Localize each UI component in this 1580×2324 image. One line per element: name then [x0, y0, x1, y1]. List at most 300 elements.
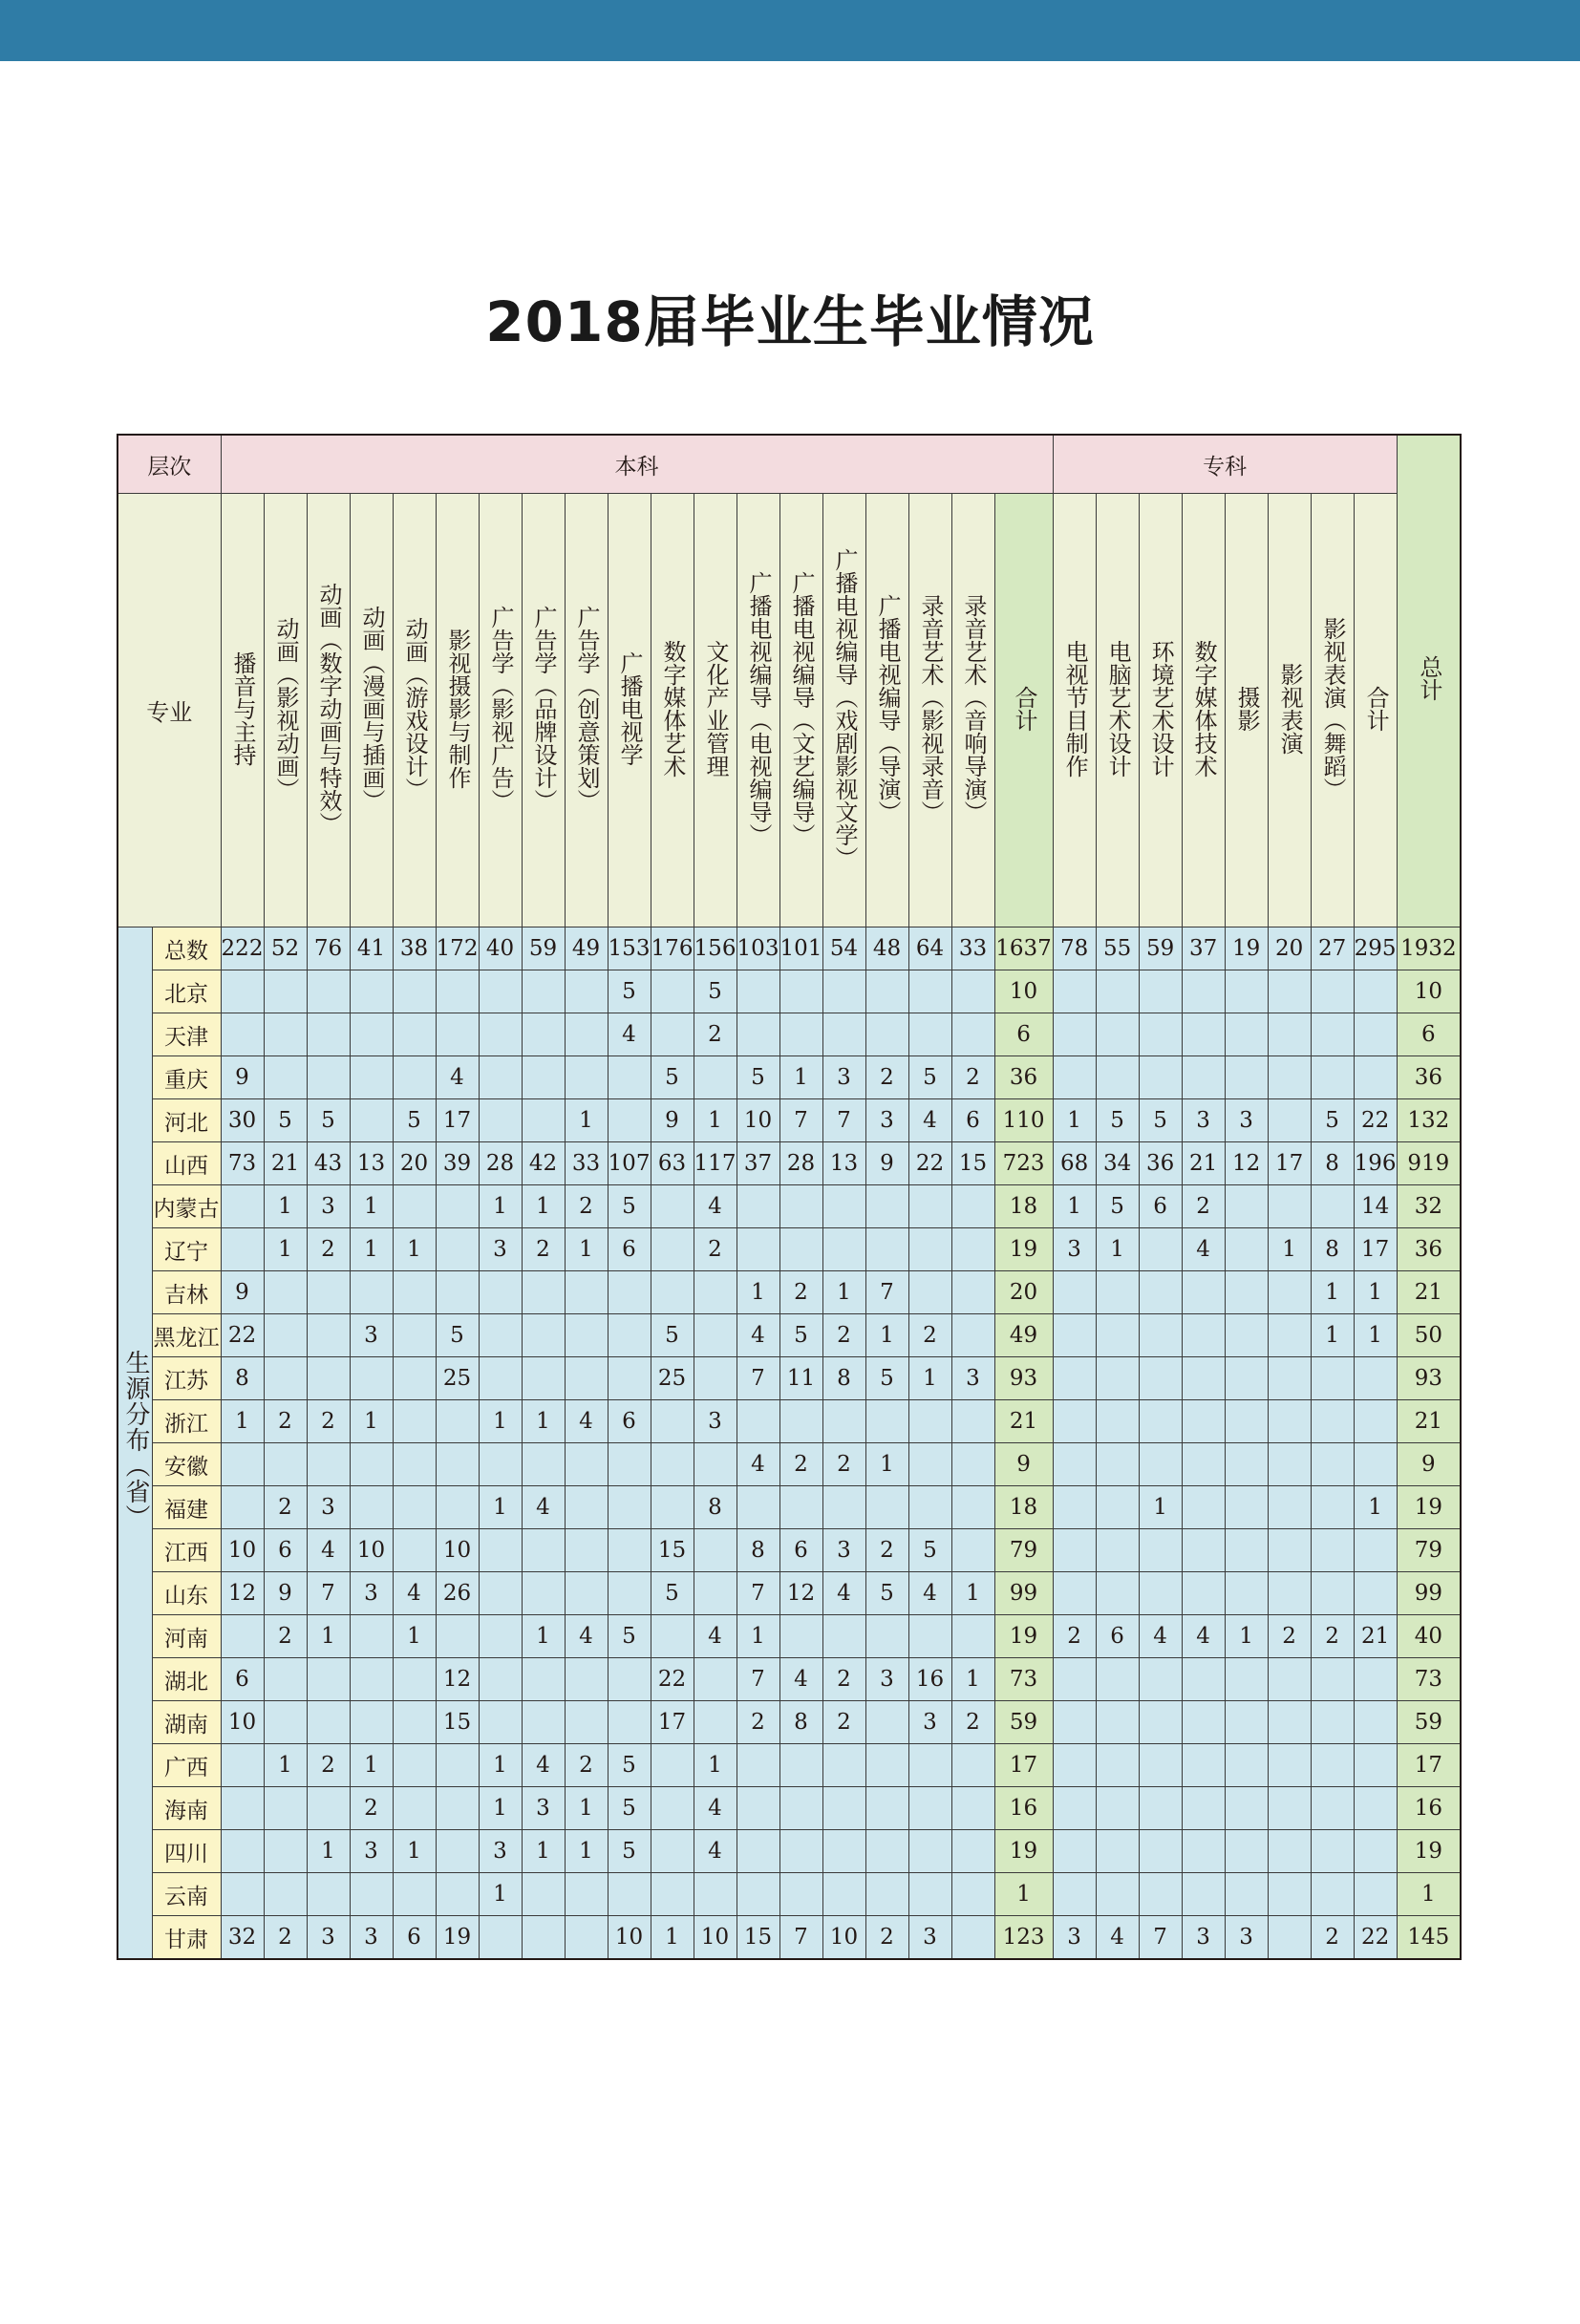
data-cell	[221, 1013, 264, 1056]
data-cell	[1139, 1873, 1182, 1916]
data-cell	[779, 1486, 822, 1529]
subtotal-cell: 36	[994, 1056, 1053, 1099]
data-cell: 3	[1053, 1228, 1096, 1271]
data-cell: 5	[651, 1572, 694, 1615]
row-label: 江苏	[152, 1357, 221, 1400]
data-cell	[1096, 1572, 1139, 1615]
data-cell: 1	[393, 1228, 436, 1271]
data-cell	[436, 1830, 479, 1873]
data-cell: 4	[1182, 1228, 1225, 1271]
data-cell: 22	[651, 1658, 694, 1701]
row-label: 总数	[152, 927, 221, 970]
data-cell: 103	[737, 927, 779, 970]
data-cell: 22	[908, 1142, 951, 1185]
data-cell	[1354, 970, 1397, 1013]
data-cell	[479, 1013, 522, 1056]
grand-total-cell: 132	[1397, 1099, 1461, 1142]
data-cell	[221, 1443, 264, 1486]
data-cell: 1	[1139, 1486, 1182, 1529]
data-cell: 8	[1311, 1228, 1354, 1271]
data-cell	[436, 1443, 479, 1486]
data-cell	[1354, 1744, 1397, 1787]
data-cell	[1053, 1400, 1096, 1443]
data-cell	[908, 1615, 951, 1658]
data-cell	[307, 970, 350, 1013]
data-cell: 2	[307, 1400, 350, 1443]
data-cell	[436, 1185, 479, 1228]
data-cell: 2	[1311, 1916, 1354, 1960]
data-cell: 1	[651, 1916, 694, 1960]
data-cell	[522, 1572, 565, 1615]
row-group-label: 生源分布（省）	[117, 927, 152, 1960]
data-cell	[865, 1873, 908, 1916]
data-cell	[908, 1873, 951, 1916]
data-cell: 15	[737, 1916, 779, 1960]
data-cell	[393, 1185, 436, 1228]
data-cell: 4	[522, 1744, 565, 1787]
data-cell	[1268, 1529, 1311, 1572]
data-cell: 16	[908, 1658, 951, 1701]
data-cell	[1053, 1486, 1096, 1529]
data-cell	[1096, 1873, 1139, 1916]
data-cell: 1	[479, 1744, 522, 1787]
data-cell	[1182, 1787, 1225, 1830]
data-cell	[264, 1701, 307, 1744]
junior-major-header: 电视节目制作	[1053, 494, 1096, 927]
data-cell: 1	[694, 1744, 737, 1787]
data-cell: 1	[307, 1615, 350, 1658]
data-cell: 1	[221, 1400, 264, 1443]
data-cell: 172	[436, 927, 479, 970]
data-cell	[908, 1185, 951, 1228]
data-cell	[822, 1228, 865, 1271]
data-cell: 2	[522, 1228, 565, 1271]
data-cell: 13	[822, 1142, 865, 1185]
data-cell	[1096, 1701, 1139, 1744]
data-cell	[822, 970, 865, 1013]
table-row	[117, 1744, 1461, 1787]
data-cell	[436, 1787, 479, 1830]
table-row	[117, 1185, 1461, 1228]
data-cell: 1	[1225, 1615, 1268, 1658]
data-cell	[1311, 1056, 1354, 1099]
data-cell	[1096, 1658, 1139, 1701]
data-cell	[1225, 1228, 1268, 1271]
data-cell: 43	[307, 1142, 350, 1185]
data-cell: 1	[1354, 1486, 1397, 1529]
data-cell: 3	[1182, 1099, 1225, 1142]
data-cell	[565, 1271, 608, 1314]
data-cell: 1	[1354, 1271, 1397, 1314]
grand-total-cell: 1932	[1397, 927, 1461, 970]
data-cell	[737, 1013, 779, 1056]
junior-major-header: 影视表演	[1268, 494, 1311, 927]
data-cell: 2	[779, 1443, 822, 1486]
data-cell	[951, 1314, 994, 1357]
data-cell: 2	[264, 1400, 307, 1443]
data-cell: 7	[822, 1099, 865, 1142]
grand-total-cell: 9	[1397, 1443, 1461, 1486]
data-cell: 4	[908, 1099, 951, 1142]
data-cell: 1	[1053, 1185, 1096, 1228]
data-cell: 9	[865, 1142, 908, 1185]
data-cell: 10	[608, 1916, 651, 1960]
data-cell	[393, 970, 436, 1013]
data-cell	[908, 1830, 951, 1873]
data-cell	[865, 970, 908, 1013]
data-cell	[608, 1486, 651, 1529]
data-cell	[951, 1228, 994, 1271]
data-cell	[822, 1787, 865, 1830]
data-cell	[1354, 1658, 1397, 1701]
data-cell	[822, 1486, 865, 1529]
junior-major-header: 电脑艺术设计	[1096, 494, 1139, 927]
data-cell: 6	[608, 1400, 651, 1443]
data-cell	[522, 1314, 565, 1357]
data-cell	[1225, 1357, 1268, 1400]
data-cell	[1311, 1658, 1354, 1701]
data-cell: 39	[436, 1142, 479, 1185]
data-cell: 2	[307, 1744, 350, 1787]
data-cell	[436, 970, 479, 1013]
data-cell	[264, 1873, 307, 1916]
data-cell	[1096, 1486, 1139, 1529]
data-cell: 15	[436, 1701, 479, 1744]
row-label: 浙江	[152, 1400, 221, 1443]
subtotal-cell: 19	[994, 1830, 1053, 1873]
row-label: 河南	[152, 1615, 221, 1658]
data-cell	[393, 1744, 436, 1787]
grand-total-cell: 16	[1397, 1787, 1461, 1830]
data-cell	[1268, 1658, 1311, 1701]
grand-total-cell: 145	[1397, 1916, 1461, 1960]
data-cell: 2	[565, 1185, 608, 1228]
data-cell	[694, 1701, 737, 1744]
data-cell	[1225, 1185, 1268, 1228]
data-cell	[822, 1400, 865, 1443]
data-cell: 1	[264, 1744, 307, 1787]
data-cell: 17	[1268, 1142, 1311, 1185]
data-cell	[221, 1744, 264, 1787]
table-row	[117, 1314, 1461, 1357]
data-cell: 5	[1096, 1099, 1139, 1142]
data-cell: 8	[822, 1357, 865, 1400]
table-row	[117, 1357, 1461, 1400]
data-cell	[694, 1357, 737, 1400]
data-cell	[1311, 1787, 1354, 1830]
data-cell	[1182, 1830, 1225, 1873]
data-cell: 3	[1225, 1916, 1268, 1960]
row-label: 天津	[152, 1013, 221, 1056]
data-cell: 5	[908, 1529, 951, 1572]
data-cell: 30	[221, 1099, 264, 1142]
junior-major-header: 环境艺术设计	[1139, 494, 1182, 927]
undergrad-major-header: 播音与主持	[221, 494, 264, 927]
data-cell: 3	[350, 1572, 393, 1615]
data-cell	[908, 970, 951, 1013]
data-cell: 1	[779, 1056, 822, 1099]
data-cell	[350, 1271, 393, 1314]
data-cell	[393, 1271, 436, 1314]
data-cell	[779, 1830, 822, 1873]
data-cell: 5	[865, 1572, 908, 1615]
data-cell	[393, 1873, 436, 1916]
data-cell	[1182, 1056, 1225, 1099]
data-cell: 22	[1354, 1916, 1397, 1960]
row-label: 内蒙古	[152, 1185, 221, 1228]
data-cell	[264, 1357, 307, 1400]
data-cell: 3	[479, 1228, 522, 1271]
data-cell: 5	[865, 1357, 908, 1400]
data-cell	[1268, 1099, 1311, 1142]
data-cell	[908, 1013, 951, 1056]
data-cell	[436, 1486, 479, 1529]
data-cell	[1053, 1271, 1096, 1314]
data-cell: 5	[737, 1056, 779, 1099]
grand-total-cell: 36	[1397, 1228, 1461, 1271]
data-cell: 4	[1096, 1916, 1139, 1960]
data-cell	[1139, 1314, 1182, 1357]
data-cell	[1096, 1271, 1139, 1314]
data-cell	[307, 1056, 350, 1099]
table-row	[117, 1056, 1461, 1099]
data-cell: 1	[1053, 1099, 1096, 1142]
grand-total-cell: 36	[1397, 1056, 1461, 1099]
data-cell: 7	[1139, 1916, 1182, 1960]
data-cell: 41	[350, 927, 393, 970]
data-cell: 17	[436, 1099, 479, 1142]
row-label: 吉林	[152, 1271, 221, 1314]
data-cell	[436, 1228, 479, 1271]
data-cell	[608, 1701, 651, 1744]
data-cell	[1225, 1830, 1268, 1873]
grand-total-cell: 21	[1397, 1271, 1461, 1314]
table-row	[117, 1486, 1461, 1529]
data-cell	[565, 1572, 608, 1615]
data-cell	[908, 1443, 951, 1486]
data-cell: 42	[522, 1142, 565, 1185]
data-cell	[737, 1486, 779, 1529]
subtotal-cell: 79	[994, 1529, 1053, 1572]
subtotal-cell: 1	[994, 1873, 1053, 1916]
data-cell	[822, 1830, 865, 1873]
major-row	[117, 494, 1461, 927]
data-cell	[1225, 1529, 1268, 1572]
data-cell: 9	[651, 1099, 694, 1142]
table-row	[117, 1572, 1461, 1615]
data-cell	[307, 1873, 350, 1916]
data-cell	[479, 1529, 522, 1572]
subtotal-cell: 73	[994, 1658, 1053, 1701]
data-cell: 7	[737, 1572, 779, 1615]
data-cell: 36	[1139, 1142, 1182, 1185]
data-cell: 5	[1096, 1185, 1139, 1228]
data-cell: 2	[1311, 1615, 1354, 1658]
data-cell	[1311, 1830, 1354, 1873]
data-cell: 2	[694, 1013, 737, 1056]
data-cell: 63	[651, 1142, 694, 1185]
data-cell: 1	[1311, 1271, 1354, 1314]
data-cell	[1053, 1013, 1096, 1056]
data-cell: 1	[565, 1787, 608, 1830]
data-cell: 4	[694, 1830, 737, 1873]
row-label: 江西	[152, 1529, 221, 1572]
data-cell: 20	[393, 1142, 436, 1185]
data-cell	[694, 1056, 737, 1099]
data-cell	[264, 1787, 307, 1830]
subtotal-cell: 1637	[994, 927, 1053, 970]
data-cell: 4	[737, 1314, 779, 1357]
data-cell: 1	[479, 1486, 522, 1529]
data-cell	[307, 1314, 350, 1357]
data-cell	[221, 1185, 264, 1228]
data-cell: 37	[737, 1142, 779, 1185]
data-cell	[1182, 1529, 1225, 1572]
data-cell	[779, 1228, 822, 1271]
data-cell	[1311, 1572, 1354, 1615]
data-cell: 4	[1139, 1615, 1182, 1658]
data-cell	[1096, 1314, 1139, 1357]
data-cell	[1225, 1744, 1268, 1787]
data-cell	[350, 1013, 393, 1056]
data-cell: 9	[221, 1271, 264, 1314]
row-label: 广西	[152, 1744, 221, 1787]
data-cell: 17	[651, 1701, 694, 1744]
data-cell	[1225, 1314, 1268, 1357]
data-cell	[1182, 1400, 1225, 1443]
undergrad-subtotal-header: 合计	[994, 494, 1053, 927]
data-cell	[522, 1873, 565, 1916]
data-cell: 7	[779, 1099, 822, 1142]
data-cell: 5	[651, 1056, 694, 1099]
data-cell: 33	[565, 1142, 608, 1185]
data-cell: 4	[779, 1658, 822, 1701]
data-cell	[822, 1744, 865, 1787]
table-row	[117, 1873, 1461, 1916]
undergrad-major-header: 文化产业管理	[694, 494, 737, 927]
data-cell	[565, 1486, 608, 1529]
data-cell: 33	[951, 927, 994, 970]
data-cell	[479, 1271, 522, 1314]
data-cell	[651, 1400, 694, 1443]
data-cell	[1139, 1228, 1182, 1271]
data-cell	[307, 1658, 350, 1701]
data-cell: 12	[436, 1658, 479, 1701]
data-cell: 1	[522, 1830, 565, 1873]
data-cell	[436, 1013, 479, 1056]
data-cell: 2	[307, 1228, 350, 1271]
data-cell	[436, 1400, 479, 1443]
data-cell	[1268, 1873, 1311, 1916]
data-cell	[608, 1099, 651, 1142]
data-cell	[951, 1400, 994, 1443]
data-cell: 8	[737, 1529, 779, 1572]
data-cell: 4	[307, 1529, 350, 1572]
data-cell	[865, 1400, 908, 1443]
data-cell	[1053, 1443, 1096, 1486]
data-cell	[1096, 1400, 1139, 1443]
data-cell: 5	[264, 1099, 307, 1142]
data-cell: 3	[1225, 1099, 1268, 1142]
data-cell	[1139, 1529, 1182, 1572]
data-cell	[951, 1615, 994, 1658]
data-cell	[264, 1830, 307, 1873]
data-cell	[1053, 1787, 1096, 1830]
data-cell: 4	[1182, 1615, 1225, 1658]
data-cell: 1	[694, 1099, 737, 1142]
data-cell: 6	[1096, 1615, 1139, 1658]
data-cell: 101	[779, 927, 822, 970]
data-cell: 1	[522, 1615, 565, 1658]
data-cell	[1225, 1873, 1268, 1916]
data-cell: 26	[436, 1572, 479, 1615]
data-cell	[1311, 1486, 1354, 1529]
data-cell: 2	[1182, 1185, 1225, 1228]
data-cell	[565, 970, 608, 1013]
data-cell: 8	[221, 1357, 264, 1400]
data-cell	[1139, 1787, 1182, 1830]
data-cell	[694, 1572, 737, 1615]
table-row	[117, 927, 1461, 970]
subtotal-cell: 18	[994, 1185, 1053, 1228]
data-cell: 22	[1354, 1099, 1397, 1142]
data-cell	[1268, 1916, 1311, 1960]
data-cell	[1053, 1314, 1096, 1357]
data-cell	[393, 1013, 436, 1056]
data-cell: 1	[908, 1357, 951, 1400]
data-cell	[393, 1529, 436, 1572]
data-cell: 1	[822, 1271, 865, 1314]
data-cell	[1139, 1357, 1182, 1400]
data-cell: 1	[264, 1185, 307, 1228]
data-cell: 3	[865, 1099, 908, 1142]
data-cell	[436, 1873, 479, 1916]
data-cell: 3	[951, 1357, 994, 1400]
data-cell	[522, 1916, 565, 1960]
data-cell: 3	[350, 1314, 393, 1357]
data-cell	[350, 1658, 393, 1701]
data-cell	[393, 1787, 436, 1830]
data-cell	[1182, 1701, 1225, 1744]
data-cell	[264, 1056, 307, 1099]
data-cell	[1225, 1486, 1268, 1529]
data-cell	[350, 1486, 393, 1529]
data-cell: 1	[350, 1400, 393, 1443]
data-cell	[1053, 1701, 1096, 1744]
data-cell: 4	[694, 1787, 737, 1830]
data-cell: 1	[737, 1615, 779, 1658]
data-cell: 52	[264, 927, 307, 970]
grand-total-cell: 919	[1397, 1142, 1461, 1185]
grand-total-cell: 1	[1397, 1873, 1461, 1916]
data-cell	[865, 1013, 908, 1056]
data-cell	[1053, 1529, 1096, 1572]
data-cell	[264, 1271, 307, 1314]
subtotal-cell: 6	[994, 1013, 1053, 1056]
data-cell: 5	[608, 1830, 651, 1873]
data-cell: 6	[1139, 1185, 1182, 1228]
data-cell	[779, 1185, 822, 1228]
data-cell: 22	[221, 1314, 264, 1357]
undergrad-major-header: 录音艺术（影视录音）	[908, 494, 951, 927]
data-cell: 12	[1225, 1142, 1268, 1185]
data-cell	[1053, 970, 1096, 1013]
data-cell	[951, 1916, 994, 1960]
data-cell: 55	[1096, 927, 1139, 970]
data-cell	[1225, 1572, 1268, 1615]
data-cell	[393, 1357, 436, 1400]
data-cell: 21	[264, 1142, 307, 1185]
